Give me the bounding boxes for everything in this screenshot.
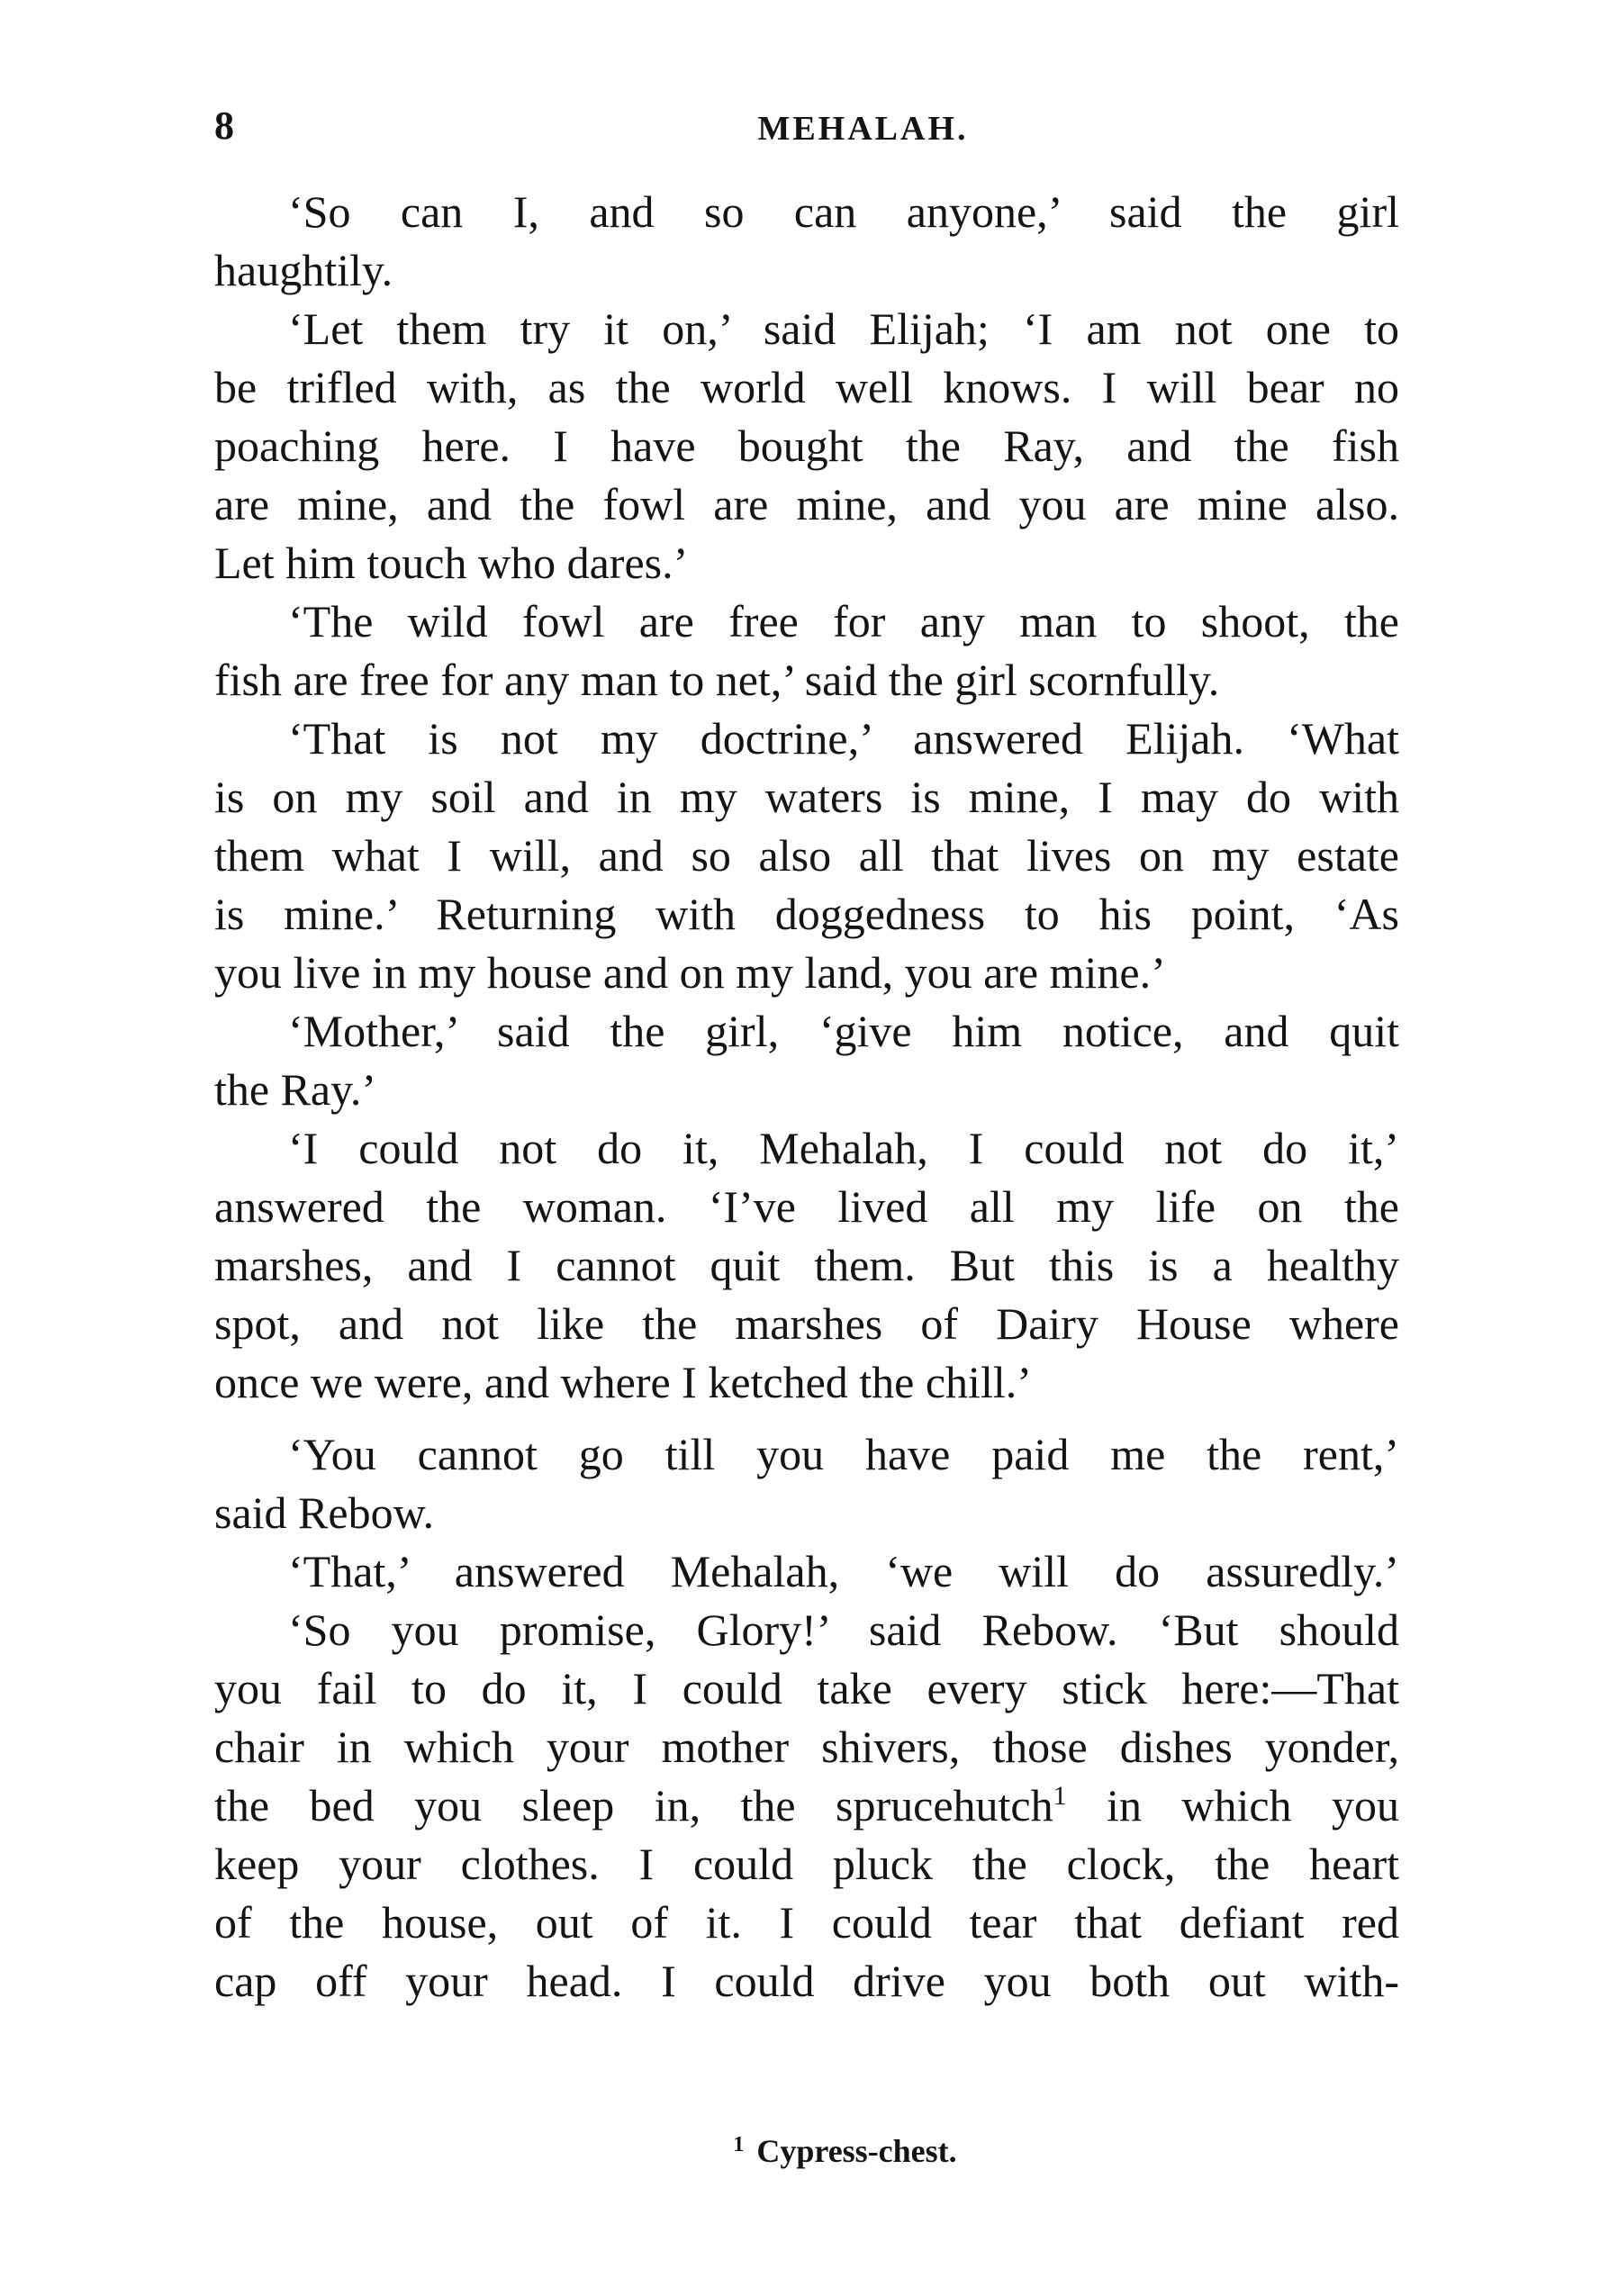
text-line: cap off your head. I could drive you both out with- xyxy=(214,1956,1399,2006)
footnote-text: Cypress-chest. xyxy=(756,2133,957,2169)
text-line: them what I will, and so also all that lives on my estate xyxy=(214,830,1399,881)
text-line: ‘So can I, and so can anyone,’ said the girl xyxy=(288,186,1399,237)
text-line: poaching here. I have bought the Ray, and the fish xyxy=(214,420,1399,471)
text-line: is mine.’ Returning with doggedness to his point, ‘As xyxy=(214,889,1399,939)
page-number: 8 xyxy=(214,104,234,148)
text-line: ‘You cannot go till you have paid me the rent,’ xyxy=(288,1429,1399,1479)
text-line: ‘The wild fowl are free for any man to shoot, the xyxy=(288,596,1399,646)
text-line: haughtily. xyxy=(214,245,393,295)
footnote-marker: 1 xyxy=(733,2133,745,2156)
text-line: said Rebow. xyxy=(214,1487,434,1538)
text-line: you fail to do it, I could take every stick here:—That xyxy=(214,1663,1399,1713)
text-line: once we were, and where I ketched the chill.’ xyxy=(214,1357,1032,1407)
text-line: ‘Mother,’ said the girl, ‘give him notice, and quit xyxy=(288,1006,1399,1056)
text-line: ‘So you promise, Glory!’ said Rebow. ‘But should xyxy=(288,1604,1399,1655)
text-line xyxy=(214,1780,1399,1830)
text-line: Let him touch who dares.’ xyxy=(214,538,689,588)
footnote xyxy=(0,2134,1618,2167)
text-line: is on my soil and in my waters is mine, I may do with xyxy=(214,772,1399,822)
text-line-start: the bed you sleep in, the sprucehutch xyxy=(214,1780,1053,1830)
text-line: the Ray.’ xyxy=(214,1064,377,1115)
text-line: chair in which your mother shivers, those dishes yonder, xyxy=(214,1722,1399,1772)
text-line: fish are free for any man to net,’ said the girl scornfully. xyxy=(214,655,1220,705)
text-line: ‘Let them try it on,’ said Elijah; ‘I am not one to xyxy=(288,303,1399,354)
text-line: ‘I could not do it, Mehalah, I could not do it,’ xyxy=(288,1123,1399,1173)
text-line: marshes, and I cannot quit them. But this is a healthy xyxy=(214,1240,1399,1290)
text-line: are mine, and the fowl are mine, and you are mine also. xyxy=(214,479,1399,529)
running-title: MEHALAH. xyxy=(757,110,969,148)
text-line: be trifled with, as the world well knows. I will bear no xyxy=(214,362,1399,412)
text-line: ‘That,’ answered Mehalah, ‘we will do assuredly.’ xyxy=(288,1546,1399,1596)
footnote-reference: 1 xyxy=(1053,1781,1067,1811)
text-line: you live in my house and on my land, you are mine.’ xyxy=(214,947,1166,998)
text-line: keep your clothes. I could pluck the clock, the heart xyxy=(214,1839,1399,1889)
text-line: spot, and not like the marshes of Dairy House where xyxy=(214,1298,1399,1349)
text-line: ‘That is not my doctrine,’ answered Elijah. ‘What xyxy=(288,713,1399,764)
text-line: answered the woman. ‘I’ve lived all my life on the xyxy=(214,1181,1399,1232)
text-line: of the house, out of it. I could tear that defiant red xyxy=(214,1897,1399,1948)
text-line-end: in which you xyxy=(1066,1780,1399,1830)
